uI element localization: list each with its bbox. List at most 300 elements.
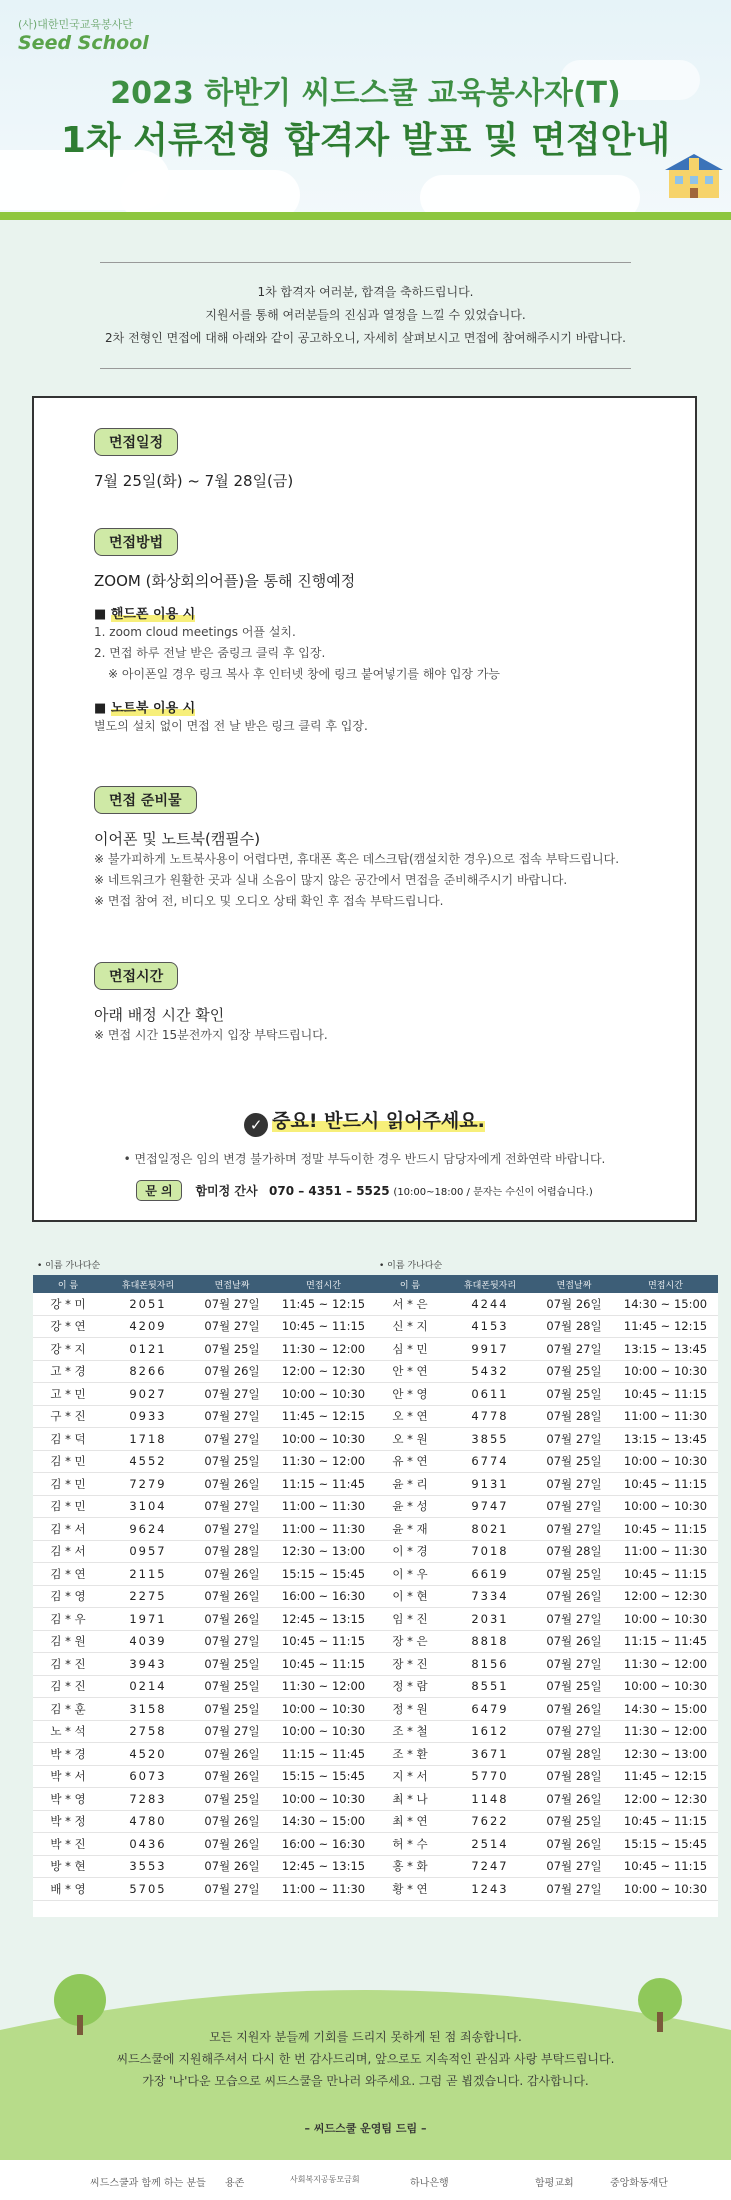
cell-name: 배 * 영 bbox=[33, 1878, 103, 1901]
cell-name: 박 * 정 bbox=[33, 1810, 103, 1833]
cell-phone-suffix: 0121 bbox=[103, 1338, 193, 1361]
table-row bbox=[33, 1495, 376, 1518]
cell-phone-suffix: 1971 bbox=[103, 1608, 193, 1631]
intro-line: 1차 합격자 여러분, 합격을 축하드립니다. bbox=[257, 285, 474, 299]
cell-phone-suffix: 3855 bbox=[445, 1428, 535, 1451]
cell-date: 07월 26일 bbox=[535, 1630, 613, 1653]
cell-date: 07월 26일 bbox=[193, 1810, 271, 1833]
cell-time: 11:30 ~ 12:00 bbox=[271, 1450, 376, 1473]
cell-name: 김 * 서 bbox=[33, 1518, 103, 1541]
cell-date: 07월 26일 bbox=[535, 1585, 613, 1608]
cell-date: 07월 27일 bbox=[535, 1518, 613, 1541]
cell-date: 07월 27일 bbox=[193, 1383, 271, 1406]
signature: – 씨드스쿨 운영팀 드림 – bbox=[304, 2122, 427, 2135]
cell-time: 10:00 ~ 10:30 bbox=[613, 1608, 718, 1631]
cell-date: 07월 27일 bbox=[193, 1315, 271, 1338]
cell-phone-suffix: 9747 bbox=[445, 1495, 535, 1518]
table-row bbox=[375, 1743, 718, 1766]
cell-name: 허 * 수 bbox=[375, 1833, 445, 1856]
cell-phone-suffix: 7247 bbox=[445, 1855, 535, 1878]
cell-time: 10:45 ~ 11:15 bbox=[271, 1653, 376, 1676]
intro-line: 2차 전형인 면접에 대해 아래와 같이 공고하오니, 자세히 살펴보시고 면접에 참여해주시기 바랍니다. bbox=[105, 331, 626, 345]
cell-phone-suffix: 7018 bbox=[445, 1540, 535, 1563]
cell-date: 07월 26일 bbox=[193, 1608, 271, 1631]
table-row bbox=[375, 1495, 718, 1518]
table-row bbox=[33, 1293, 376, 1315]
cell-phone-suffix: 2514 bbox=[445, 1833, 535, 1856]
cell-phone-suffix: 8818 bbox=[445, 1630, 535, 1653]
cell-time: 12:00 ~ 12:30 bbox=[613, 1585, 718, 1608]
cell-name: 조 * 환 bbox=[375, 1743, 445, 1766]
cell-name: 강 * 연 bbox=[33, 1315, 103, 1338]
hero-banner bbox=[0, 0, 731, 220]
cell-phone-suffix: 4209 bbox=[103, 1315, 193, 1338]
cell-date: 07월 25일 bbox=[535, 1563, 613, 1586]
cell-name: 고 * 경 bbox=[33, 1360, 103, 1383]
partner-footer bbox=[0, 2160, 731, 2200]
cell-date: 07월 25일 bbox=[535, 1675, 613, 1698]
cell-time: 11:30 ~ 12:00 bbox=[613, 1720, 718, 1743]
column-header: 면접날짜 bbox=[193, 1275, 271, 1293]
cell-time: 12:45 ~ 13:15 bbox=[271, 1855, 376, 1878]
cell-phone-suffix: 3943 bbox=[103, 1653, 193, 1676]
cell-phone-suffix: 4778 bbox=[445, 1405, 535, 1428]
outro-line: 가장 '나'다운 모습으로 씨드스쿨을 만나러 와주세요. 그럼 곧 뵙겠습니다. 감사합니다. bbox=[142, 2074, 589, 2088]
cell-time: 10:00 ~ 10:30 bbox=[271, 1698, 376, 1721]
cell-name: 김 * 진 bbox=[33, 1653, 103, 1676]
cell-time: 11:15 ~ 11:45 bbox=[271, 1473, 376, 1496]
cell-name: 이 * 경 bbox=[375, 1540, 445, 1563]
cell-phone-suffix: 6073 bbox=[103, 1765, 193, 1788]
cell-time: 10:45 ~ 11:15 bbox=[271, 1630, 376, 1653]
table-row bbox=[33, 1585, 376, 1608]
cell-phone-suffix: 8266 bbox=[103, 1360, 193, 1383]
cell-name: 임 * 진 bbox=[375, 1608, 445, 1631]
partner-logo: 중앙화동재단 bbox=[610, 2178, 668, 2189]
table-row bbox=[33, 1428, 376, 1451]
table-header-row bbox=[33, 1275, 376, 1293]
cell-date: 07월 27일 bbox=[193, 1878, 271, 1901]
cell-name: 김 * 우 bbox=[33, 1608, 103, 1631]
cell-date: 07월 26일 bbox=[535, 1293, 613, 1315]
table-row bbox=[375, 1383, 718, 1406]
cell-date: 07월 25일 bbox=[193, 1675, 271, 1698]
cell-name: 고 * 민 bbox=[33, 1383, 103, 1406]
laptop-subtitle: ■ 노트북 이용 시 bbox=[94, 701, 196, 716]
cell-time: 10:00 ~ 10:30 bbox=[271, 1383, 376, 1406]
prep-note: ※ 네트워크가 원활한 곳과 실내 소음이 많지 않은 공간에서 면접을 준비해주시기 바랍니다. bbox=[94, 873, 568, 887]
table-row bbox=[375, 1450, 718, 1473]
cell-phone-suffix: 2031 bbox=[445, 1608, 535, 1631]
cell-name: 김 * 진 bbox=[33, 1675, 103, 1698]
cell-phone-suffix: 7334 bbox=[445, 1585, 535, 1608]
cell-time: 10:00 ~ 10:30 bbox=[613, 1675, 718, 1698]
table-row bbox=[375, 1630, 718, 1653]
column-header: 휴대폰뒷자리 bbox=[445, 1275, 535, 1293]
laptop-instruction: 별도의 설치 없이 면접 전 날 받은 링크 클릭 후 입장. bbox=[94, 719, 368, 733]
cell-name: 신 * 지 bbox=[375, 1315, 445, 1338]
cell-phone-suffix: 9027 bbox=[103, 1383, 193, 1406]
cell-name: 오 * 원 bbox=[375, 1428, 445, 1451]
cell-time: 10:45 ~ 11:15 bbox=[613, 1855, 718, 1878]
cell-name: 지 * 서 bbox=[375, 1765, 445, 1788]
section-label: 면접일정 bbox=[94, 428, 178, 456]
cell-phone-suffix: 3553 bbox=[103, 1855, 193, 1878]
contact-name: 함미정 간사 bbox=[195, 1184, 258, 1198]
cell-time: 10:00 ~ 10:30 bbox=[271, 1720, 376, 1743]
contact-hours: (10:00~18:00 / 문자는 수신이 어렵습니다.) bbox=[393, 1187, 593, 1198]
cell-date: 07월 27일 bbox=[535, 1608, 613, 1631]
cell-name: 김 * 덕 bbox=[33, 1428, 103, 1451]
cell-date: 07월 25일 bbox=[535, 1810, 613, 1833]
cell-phone-suffix: 1243 bbox=[445, 1878, 535, 1901]
cell-date: 07월 25일 bbox=[193, 1653, 271, 1676]
cell-time: 11:15 ~ 11:45 bbox=[613, 1630, 718, 1653]
table-row bbox=[375, 1720, 718, 1743]
table-row bbox=[33, 1540, 376, 1563]
cell-name: 박 * 서 bbox=[33, 1765, 103, 1788]
cell-date: 07월 26일 bbox=[193, 1360, 271, 1383]
cell-date: 07월 26일 bbox=[193, 1833, 271, 1856]
section-label: 면접방법 bbox=[94, 528, 178, 556]
cell-time: 10:45 ~ 11:15 bbox=[271, 1315, 376, 1338]
cell-name: 김 * 원 bbox=[33, 1630, 103, 1653]
column-header: 면접날짜 bbox=[535, 1275, 613, 1293]
contact-phone: 070 – 4351 – 5525 bbox=[269, 1184, 390, 1198]
cell-time: 11:00 ~ 11:30 bbox=[271, 1878, 376, 1901]
cell-name: 방 * 현 bbox=[33, 1855, 103, 1878]
cell-phone-suffix: 2275 bbox=[103, 1585, 193, 1608]
cell-name: 서 * 은 bbox=[375, 1293, 445, 1315]
column-header: 면접시간 bbox=[613, 1275, 718, 1293]
section-label: 면접 준비물 bbox=[94, 786, 197, 814]
cell-time: 11:45 ~ 12:15 bbox=[271, 1293, 376, 1315]
interview-table bbox=[33, 1275, 376, 1901]
cell-phone-suffix: 4520 bbox=[103, 1743, 193, 1766]
header-divider bbox=[0, 212, 731, 220]
cell-phone-suffix: 6774 bbox=[445, 1450, 535, 1473]
table-row bbox=[375, 1653, 718, 1676]
table-row bbox=[33, 1383, 376, 1406]
cell-name: 윤 * 리 bbox=[375, 1473, 445, 1496]
cell-phone-suffix: 3671 bbox=[445, 1743, 535, 1766]
cell-phone-suffix: 7622 bbox=[445, 1810, 535, 1833]
cell-name: 김 * 연 bbox=[33, 1563, 103, 1586]
cell-date: 07월 26일 bbox=[535, 1698, 613, 1721]
cell-date: 07월 25일 bbox=[193, 1698, 271, 1721]
table-row bbox=[375, 1855, 718, 1878]
cell-phone-suffix: 9917 bbox=[445, 1338, 535, 1361]
cell-name: 김 * 민 bbox=[33, 1450, 103, 1473]
cell-phone-suffix: 0957 bbox=[103, 1540, 193, 1563]
table-row bbox=[33, 1473, 376, 1496]
cell-name: 최 * 나 bbox=[375, 1788, 445, 1811]
cell-phone-suffix: 7283 bbox=[103, 1788, 193, 1811]
cell-date: 07월 26일 bbox=[193, 1473, 271, 1496]
cell-date: 07월 28일 bbox=[535, 1315, 613, 1338]
cell-time: 14:30 ~ 15:00 bbox=[613, 1698, 718, 1721]
cell-date: 07월 27일 bbox=[193, 1428, 271, 1451]
cell-phone-suffix: 8551 bbox=[445, 1675, 535, 1698]
cell-phone-suffix: 2115 bbox=[103, 1563, 193, 1586]
table-row bbox=[375, 1473, 718, 1496]
cell-phone-suffix: 0436 bbox=[103, 1833, 193, 1856]
cell-name: 윤 * 재 bbox=[375, 1518, 445, 1541]
cell-time: 15:15 ~ 15:45 bbox=[271, 1563, 376, 1586]
cell-time: 16:00 ~ 16:30 bbox=[271, 1833, 376, 1856]
cell-name: 윤 * 성 bbox=[375, 1495, 445, 1518]
table-row bbox=[33, 1810, 376, 1833]
table-row bbox=[33, 1878, 376, 1901]
sort-note: • 이름 가나다순 bbox=[379, 1261, 443, 1271]
schedule-table-left bbox=[33, 1258, 376, 1917]
table-row bbox=[33, 1788, 376, 1811]
table-row bbox=[375, 1518, 718, 1541]
cell-date: 07월 27일 bbox=[193, 1630, 271, 1653]
table-row bbox=[375, 1833, 718, 1856]
cell-time: 11:15 ~ 11:45 bbox=[271, 1743, 376, 1766]
table-row bbox=[375, 1338, 718, 1361]
cell-date: 07월 25일 bbox=[193, 1338, 271, 1361]
cell-phone-suffix: 9624 bbox=[103, 1518, 193, 1541]
cell-phone-suffix: 1718 bbox=[103, 1428, 193, 1451]
notice-bullet: • 면접일정은 임의 변경 불가하며 정말 부득이한 경우 반드시 담당자에게 전화연락 바랍니다. bbox=[123, 1152, 606, 1166]
table-footer bbox=[375, 1901, 718, 1917]
cell-name: 김 * 서 bbox=[33, 1540, 103, 1563]
table-row bbox=[33, 1563, 376, 1586]
cell-time: 10:00 ~ 10:30 bbox=[613, 1495, 718, 1518]
cell-time: 11:45 ~ 12:15 bbox=[613, 1765, 718, 1788]
cell-phone-suffix: 8156 bbox=[445, 1653, 535, 1676]
column-header: 이 름 bbox=[33, 1275, 103, 1293]
cell-time: 10:00 ~ 10:30 bbox=[271, 1788, 376, 1811]
cell-date: 07월 26일 bbox=[193, 1585, 271, 1608]
cell-name: 김 * 민 bbox=[33, 1495, 103, 1518]
table-header-row bbox=[375, 1275, 718, 1293]
cell-name: 조 * 철 bbox=[375, 1720, 445, 1743]
cell-date: 07월 27일 bbox=[193, 1293, 271, 1315]
cell-date: 07월 28일 bbox=[535, 1743, 613, 1766]
prep-note: ※ 불가피하게 노트북사용이 어렵다면, 휴대폰 혹은 데스크탑(캠설치한 경우)으로 접속 부탁드립니다. bbox=[94, 852, 620, 866]
contact-info bbox=[34, 1180, 695, 1201]
table-row bbox=[33, 1743, 376, 1766]
cell-name: 구 * 진 bbox=[33, 1405, 103, 1428]
section-schedule bbox=[94, 428, 293, 491]
cell-phone-suffix: 1612 bbox=[445, 1720, 535, 1743]
check-circle-icon: ✓ bbox=[244, 1113, 268, 1137]
cell-name: 오 * 연 bbox=[375, 1405, 445, 1428]
cell-date: 07월 27일 bbox=[535, 1720, 613, 1743]
cell-date: 07월 27일 bbox=[535, 1495, 613, 1518]
section-prep bbox=[94, 786, 619, 912]
cell-name: 안 * 연 bbox=[375, 1360, 445, 1383]
cell-name: 심 * 민 bbox=[375, 1338, 445, 1361]
cell-name: 강 * 미 bbox=[33, 1293, 103, 1315]
cell-time: 11:00 ~ 11:30 bbox=[271, 1518, 376, 1541]
cell-date: 07월 25일 bbox=[535, 1450, 613, 1473]
table-footer bbox=[33, 1901, 376, 1917]
partner-logo: 하나은행 bbox=[410, 2178, 449, 2189]
cell-phone-suffix: 4153 bbox=[445, 1315, 535, 1338]
prep-note: ※ 면접 참여 전, 비디오 및 오디오 상태 확인 후 접속 부탁드립니다. bbox=[94, 894, 444, 908]
table-row bbox=[375, 1315, 718, 1338]
cell-phone-suffix: 1148 bbox=[445, 1788, 535, 1811]
schedule-table-right bbox=[375, 1258, 718, 1917]
phone-instruction: 2. 면접 하루 전날 받은 줌링크 클릭 후 입장. bbox=[94, 646, 326, 660]
cell-time: 10:45 ~ 11:15 bbox=[613, 1473, 718, 1496]
cell-time: 11:30 ~ 12:00 bbox=[271, 1675, 376, 1698]
cell-time: 11:30 ~ 12:00 bbox=[271, 1338, 376, 1361]
cell-name: 노 * 석 bbox=[33, 1720, 103, 1743]
cell-date: 07월 25일 bbox=[193, 1788, 271, 1811]
cell-time: 12:30 ~ 13:00 bbox=[613, 1743, 718, 1766]
cell-time: 11:00 ~ 11:30 bbox=[613, 1540, 718, 1563]
cell-time: 13:15 ~ 13:45 bbox=[613, 1428, 718, 1451]
page-title-line2: 1차 서류전형 합격자 발표 및 면접안내 bbox=[60, 120, 671, 161]
outro-line: 모든 지원자 분들께 기회를 드리지 못하게 된 점 죄송합니다. bbox=[209, 2030, 522, 2044]
section-time bbox=[94, 962, 328, 1046]
cell-time: 12:30 ~ 13:00 bbox=[271, 1540, 376, 1563]
section-label: 면접시간 bbox=[94, 962, 178, 990]
cell-phone-suffix: 4552 bbox=[103, 1450, 193, 1473]
cell-name: 김 * 영 bbox=[33, 1585, 103, 1608]
column-header: 면접시간 bbox=[271, 1275, 376, 1293]
cell-time: 16:00 ~ 16:30 bbox=[271, 1585, 376, 1608]
cell-date: 07월 27일 bbox=[193, 1720, 271, 1743]
interview-info-box bbox=[32, 396, 697, 1222]
cell-time: 13:15 ~ 13:45 bbox=[613, 1338, 718, 1361]
table-row bbox=[33, 1338, 376, 1361]
cell-name: 유 * 연 bbox=[375, 1450, 445, 1473]
cell-date: 07월 27일 bbox=[535, 1653, 613, 1676]
cell-phone-suffix: 6479 bbox=[445, 1698, 535, 1721]
outro-line: 씨드스쿨에 지원해주셔서 다시 한 번 감사드리며, 앞으로도 지속적인 관심과 사랑 부탁드립니다. bbox=[116, 2052, 615, 2066]
cell-time: 11:45 ~ 12:15 bbox=[613, 1315, 718, 1338]
intro-line: 지원서를 통해 여러분들의 진심과 열정을 느낄 수 있었습니다. bbox=[205, 308, 526, 322]
cell-phone-suffix: 2758 bbox=[103, 1720, 193, 1743]
cell-phone-suffix: 9131 bbox=[445, 1473, 535, 1496]
notice-heading: ✓ 중요! 반드시 읽어주세요. bbox=[34, 1106, 695, 1137]
table-row bbox=[33, 1675, 376, 1698]
brand-logo: Seed School bbox=[18, 32, 149, 54]
cell-date: 07월 25일 bbox=[535, 1383, 613, 1406]
cell-time: 10:45 ~ 11:15 bbox=[613, 1383, 718, 1406]
partner-logo: 함평교회 bbox=[535, 2178, 574, 2189]
table-row bbox=[375, 1405, 718, 1428]
phone-instruction: 1. zoom cloud meetings 어플 설치. bbox=[94, 625, 296, 639]
cell-date: 07월 27일 bbox=[193, 1405, 271, 1428]
prep-text: 이어폰 및 노트북(캠필수) bbox=[94, 830, 261, 848]
cell-date: 07월 27일 bbox=[535, 1338, 613, 1361]
cell-time: 10:00 ~ 10:30 bbox=[613, 1450, 718, 1473]
column-header: 휴대폰뒷자리 bbox=[103, 1275, 193, 1293]
time-text: 아래 배정 시간 확인 bbox=[94, 1006, 225, 1024]
table-row bbox=[375, 1540, 718, 1563]
cell-phone-suffix: 0933 bbox=[103, 1405, 193, 1428]
cell-phone-suffix: 2051 bbox=[103, 1293, 193, 1315]
footer-label: 씨드스쿨과 함께 하는 분들 bbox=[90, 2178, 206, 2189]
table-row bbox=[33, 1360, 376, 1383]
table-row bbox=[375, 1698, 718, 1721]
table-row bbox=[33, 1450, 376, 1473]
table-row bbox=[33, 1653, 376, 1676]
table-row bbox=[375, 1878, 718, 1901]
table-row bbox=[33, 1518, 376, 1541]
cell-date: 07월 26일 bbox=[535, 1788, 613, 1811]
table-row bbox=[375, 1765, 718, 1788]
table-row bbox=[375, 1675, 718, 1698]
cell-time: 10:00 ~ 10:30 bbox=[271, 1428, 376, 1451]
cell-date: 07월 27일 bbox=[535, 1473, 613, 1496]
table-row bbox=[375, 1563, 718, 1586]
partner-logo: 사회복지공동모금회 bbox=[290, 2175, 360, 2184]
cell-date: 07월 27일 bbox=[535, 1855, 613, 1878]
cell-name: 최 * 연 bbox=[375, 1810, 445, 1833]
sort-note: • 이름 가나다순 bbox=[37, 1261, 101, 1271]
cell-name: 홍 * 화 bbox=[375, 1855, 445, 1878]
cell-name: 김 * 훈 bbox=[33, 1698, 103, 1721]
cell-date: 07월 28일 bbox=[535, 1765, 613, 1788]
table-row bbox=[375, 1293, 718, 1315]
cell-name: 황 * 연 bbox=[375, 1878, 445, 1901]
cell-date: 07월 27일 bbox=[193, 1518, 271, 1541]
school-building-icon bbox=[665, 150, 723, 198]
cell-phone-suffix: 3104 bbox=[103, 1495, 193, 1518]
cell-phone-suffix: 0214 bbox=[103, 1675, 193, 1698]
cell-time: 14:30 ~ 15:00 bbox=[613, 1293, 718, 1315]
cell-name: 정 * 람 bbox=[375, 1675, 445, 1698]
cell-name: 정 * 원 bbox=[375, 1698, 445, 1721]
table-row bbox=[33, 1720, 376, 1743]
cell-date: 07월 26일 bbox=[535, 1833, 613, 1856]
cell-name: 장 * 진 bbox=[375, 1653, 445, 1676]
cell-time: 10:45 ~ 11:15 bbox=[613, 1810, 718, 1833]
cell-name: 박 * 진 bbox=[33, 1833, 103, 1856]
table-row bbox=[33, 1608, 376, 1631]
cell-phone-suffix: 3158 bbox=[103, 1698, 193, 1721]
cell-time: 15:15 ~ 15:45 bbox=[271, 1765, 376, 1788]
cell-date: 07월 25일 bbox=[193, 1450, 271, 1473]
interview-table bbox=[375, 1275, 718, 1901]
column-header: 이 름 bbox=[375, 1275, 445, 1293]
outro-message bbox=[0, 2026, 731, 2092]
table-row bbox=[375, 1810, 718, 1833]
partner-logo: 용존 bbox=[225, 2178, 245, 2189]
table-row bbox=[375, 1788, 718, 1811]
cell-date: 07월 28일 bbox=[193, 1540, 271, 1563]
cell-time: 10:00 ~ 10:30 bbox=[613, 1360, 718, 1383]
section-method bbox=[94, 528, 500, 737]
table-row bbox=[33, 1855, 376, 1878]
cell-phone-suffix: 5705 bbox=[103, 1878, 193, 1901]
cell-date: 07월 27일 bbox=[535, 1428, 613, 1451]
cell-date: 07월 26일 bbox=[193, 1855, 271, 1878]
table-row bbox=[33, 1315, 376, 1338]
cell-time: 11:45 ~ 12:15 bbox=[271, 1405, 376, 1428]
table-row bbox=[33, 1405, 376, 1428]
org-name: (사)대한민국교육봉사단 bbox=[18, 18, 133, 31]
cell-date: 07월 27일 bbox=[193, 1495, 271, 1518]
phone-instruction: ※ 아이폰일 경우 링크 복사 후 인터넷 창에 링크 붙여넣기를 해야 입장 가능 bbox=[108, 667, 500, 681]
table-row bbox=[375, 1585, 718, 1608]
time-note: ※ 면접 시간 15분전까지 입장 부탁드립니다. bbox=[94, 1028, 328, 1042]
cell-phone-suffix: 5770 bbox=[445, 1765, 535, 1788]
cell-time: 10:45 ~ 11:15 bbox=[613, 1518, 718, 1541]
method-text: ZOOM (화상회의어플)을 통해 진행예정 bbox=[94, 572, 356, 590]
cell-date: 07월 27일 bbox=[535, 1878, 613, 1901]
cell-name: 이 * 현 bbox=[375, 1585, 445, 1608]
cell-name: 박 * 영 bbox=[33, 1788, 103, 1811]
